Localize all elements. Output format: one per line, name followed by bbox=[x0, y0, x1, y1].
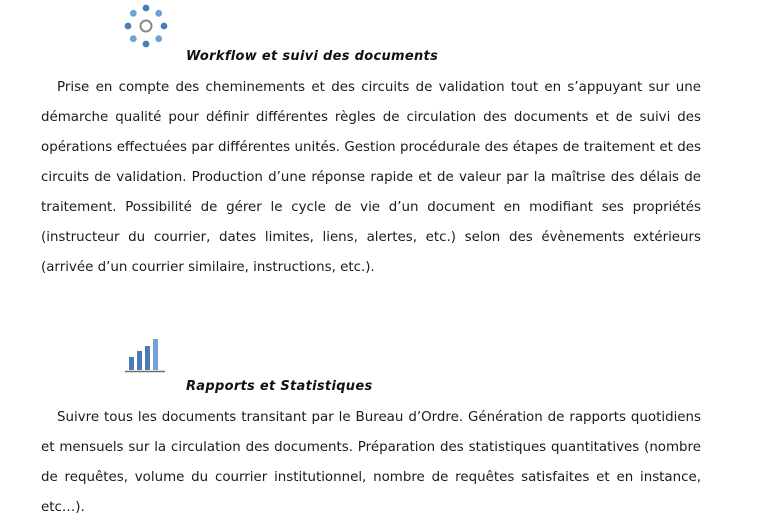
workflow-dots-icon bbox=[122, 2, 170, 50]
section-body-workflow: Prise en compte des cheminements et des circuits de validation tout en s’appuyant sur une démarche qualité pour définir différentes règles de circulation des documents et de suivi des opérations effectuées par différentes unités. Gestion procédurale des étapes de traitement et des circuits de validation. Production d’une réponse rapide et de valeur par la maîtrise des délais de traitement. Possibilité de gérer le cycle de vie d’un document en modifiant ses propriétés (instructeur du courrier, dates limites, liens, alertes, etc.) selon des évènements extérieurs (arrivée d’un courrier similaire, instructions, etc.). bbox=[41, 80, 701, 275]
bar-chart-icon bbox=[124, 337, 166, 373]
section-title-workflow: Workflow et suivi des documents bbox=[186, 49, 439, 64]
section-title-statistics: Rapports et Statistiques bbox=[186, 379, 373, 394]
section-body-statistics: Suivre tous les documents transitant par le Bureau d’Ordre. Génération de rapports quotidiens et mensuels sur la circulation des documents. Préparation des statistiques quantitatives (nombre de requêtes, volume du courrier institutionnel, nombre de requêtes satisfaites et en instance, etc…). bbox=[41, 410, 701, 515]
